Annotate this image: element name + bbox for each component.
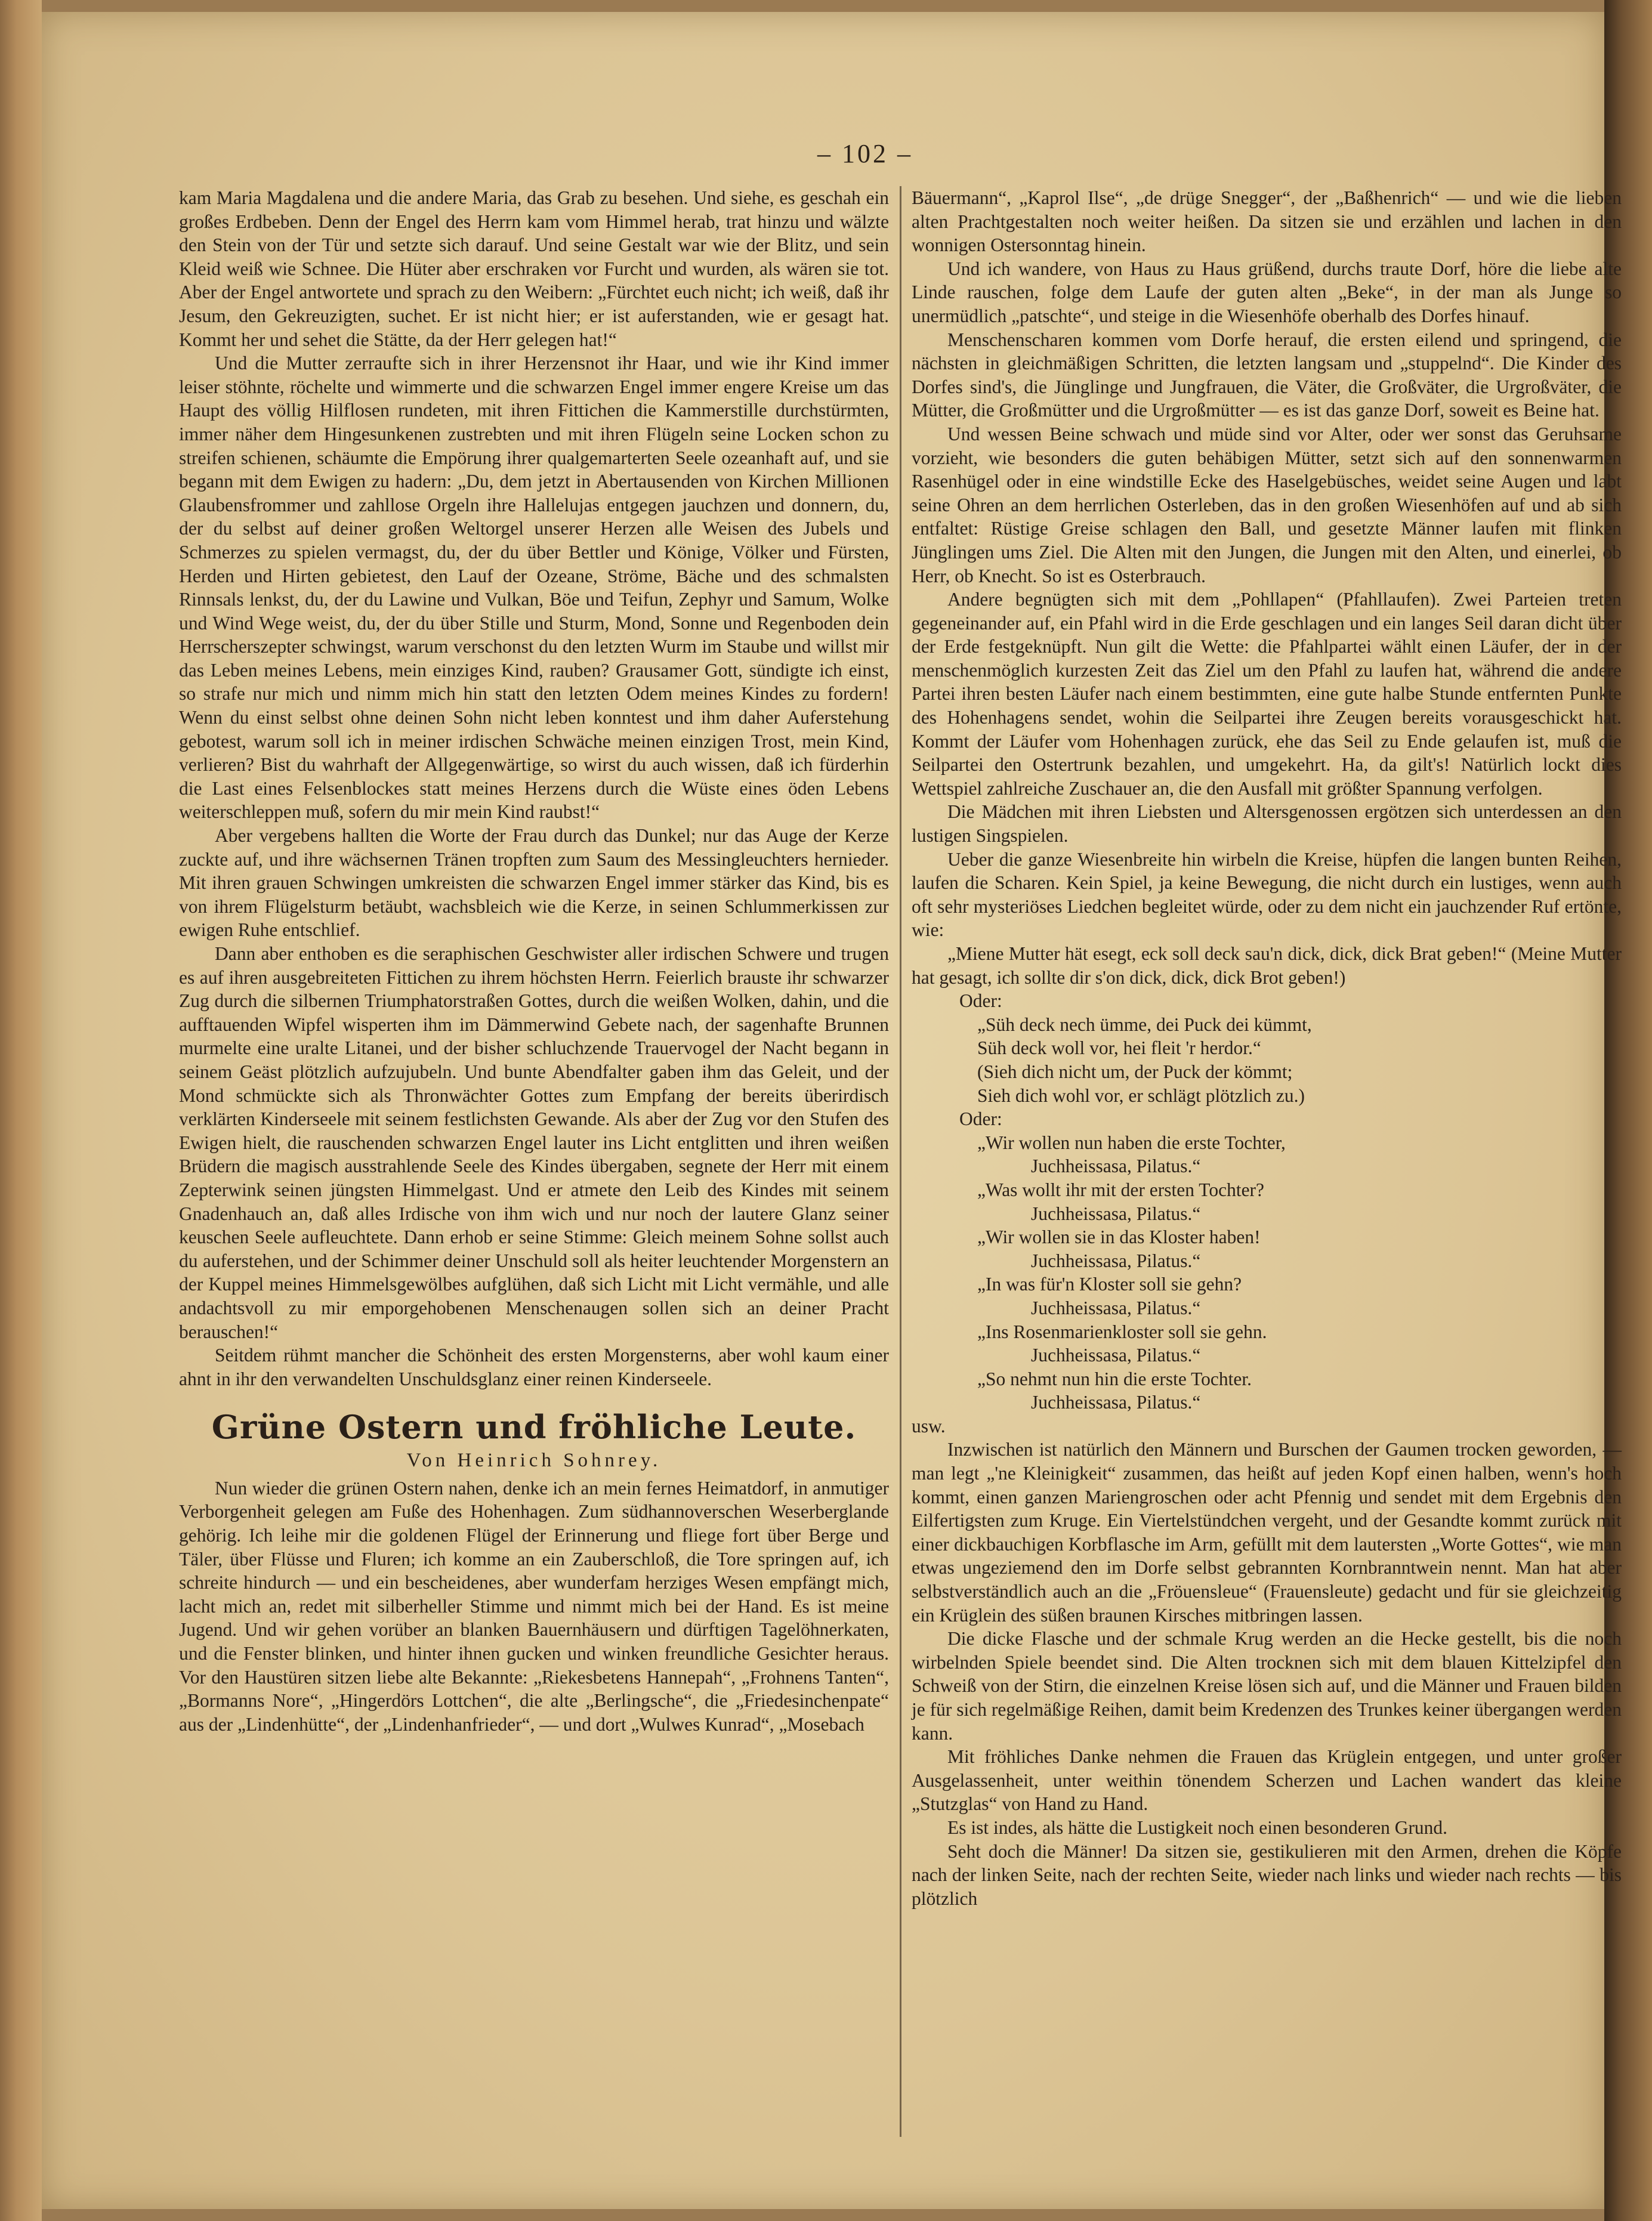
- paragraph: Aber vergebens hallten die Worte der Frau durch das Dunkel; nur das Auge der Kerze zuckte auf, und ihre wächsernen Tränen tropften zum Saum des Messingleuchters hernieder. Mit ihren grauen Schwingen umkreisten die schwarzen Engel immer stärker das Kind, bis es von ihrem Flügelsturm betäubt, wachsbleich wie die Kerze, in seinen Schlummerkissen zur ewigen Ruhe entschlief.: [179, 825, 889, 941]
- verse-label: Oder:: [959, 1108, 1002, 1130]
- left-column: [179, 186, 889, 1736]
- verse-refrain: Juchheissasa, Pilatus.“: [1031, 1345, 1201, 1366]
- verse-refrain: Juchheissasa, Pilatus.“: [1031, 1297, 1201, 1318]
- verse-line: „In was für'n Kloster soll sie gehn?: [977, 1274, 1242, 1295]
- paragraph: Menschenscharen kommen vom Dorfe herauf, die ersten eilend und springend, die nächsten in gleichmäßigen Schritten, die letzten langsam und „stuppelnd“. Die Kinder des Dorfes sind's, die Jünglinge und Jungfrauen, die Väter, die Großväter, die Urgroßväter, die Mütter, die Großmütter und die Urgroßmütter — es ist das ganze Dorf, soweit es Beine hat.: [912, 329, 1622, 421]
- paragraph: Andere begnügten sich mit dem „Pohllapen“ (Pfahllaufen). Zwei Parteien treten gegeneinander auf, ein Pfahl wird in die Erde geschlagen und ein langes Seil daran dicht über der Erde festgeknüpft. Nun gilt die Wette: die Pfahlpartei wählt einen Läufer, der in der menschenmöglich kurzesten Zeit das Ziel um den Pfahl zu laufen hat, während die andere Partei ihren besten Läufer nach einem bestimmten, eine gute halbe Stunde entfernten Punkte des Hohenhagens sendet, wohin die Seilpartei ihre Zeugen bereits vorausgeschickt hat. Kommt der Läufer vom Hohenhagen zurück, ehe das Seil zu Ende gelaufen ist, muß die Seilpartei den Ostertrunk bezahlen, und umgekehrt. Ha, da gilt's! Natürlich lockt dies Wettspiel zahlreiche Zuschauer an, die den Ausfall mit größter Spannung verfolgen.: [912, 589, 1622, 799]
- verse-block: [912, 1013, 1622, 1107]
- paragraph: Ueber die ganze Wiesenbreite hin wirbeln die Kreise, hüpfen die langen bunten Reihen, laufen die Scharen. Kein Spiel, ja keine Bewegung, die nicht durch ein lustiges, wenn auch oft sehr mysteriöses Liedchen begleitet würde, oder zu dem nicht ein jauchzender Ruf ertönte, wie:: [912, 848, 1622, 941]
- usw-text: usw.: [912, 1415, 946, 1437]
- paragraph: „Miene Mutter hät esegt, eck soll deck sau'n dick, dick, dick Brat geben!“ (Meine Mutter hat gesagt, ich sollte dir s'on dick, dick, dick Brot geben!): [912, 943, 1622, 988]
- paragraph: Seht doch die Männer! Da sitzen sie, gestikulieren mit den Armen, drehen die Köpfe nach der linken Seite, nach der rechten Seite, wieder nach links und wieder nach rechts — bis plötzlich: [912, 1840, 1622, 1909]
- verse-line: Süh deck woll vor, hei fleit 'r herdor.“: [977, 1037, 1261, 1059]
- paragraph: Dann aber enthoben es die seraphischen Geschwister aller irdischen Schwere und trugen es auf ihren ausgebreiteten Fittichen zu ihrem höchsten Herrn. Feierlich brauste ihr schwarzer Zug durch die silbernen Triumphatorstraßen Gottes, durch die weißen Wolken, dahin, und die aufftauenden Wipfel wisperten ihm im Dämmerwind Gebete nach, der sagenhafte Brunnen murmelte eine uralte Litanei, und der bisher schluchzende Trauervogel der Nacht begann in seinem Geäst plötzlich aufzujubeln. Und bunte Abendfalter gaben ihm das Geleit, und der Mond schmückte sich als Thronwächter Gottes zum Empfang der bereits überirdisch verklärten Kinderseele mit seinem festlichsten Gewande. Als aber der Zug vor den Stufen des Ewigen hielt, die rauschenden schwarzen Engel lauter ins Licht entglitten und ihren weißen Brüdern die magisch ausstrahlende Seele des Kindes übergaben, segnete der Herr mit einem Zepterwink seinen jüngsten Himmelgast. Und er atmete den Leib des Kindes mit seinem Gnadenhauch an, daß alles Irdische von ihm wich und nur noch der lautere Glanz seiner keuschen Seele aufleuchtete. Dann erhob er seine Stimme: Gleich meinem Sohne sollst auch du auferstehen, und der Schimmer deiner Unschuld soll als heiter leuchtender Morgenstern an der Kuppel meines Himmelsgewölbes aufglühen, daß sich Licht mit Licht vermähle, und alle andachtsvoll zu mir emporgehobenen Menschenaugen sollen sich an deiner Pracht berauschen!“: [179, 943, 889, 1342]
- verse-refrain: Juchheissasa, Pilatus.“: [1031, 1203, 1201, 1224]
- book-edge-left: [0, 0, 42, 2221]
- verse-line: „Ins Rosenmarienkloster soll sie gehn.: [977, 1321, 1267, 1342]
- verse-block: [912, 1131, 1622, 1414]
- paragraph: kam Maria Magdalena und die andere Maria, das Grab zu besehen. Und siehe, es geschah ein großes Erdbeben. Denn der Engel des Herrn kam vom Himmel herab, trat hinzu und wälzte den Stein von der Tür und setzte sich darauf. Und seine Gestalt war wie der Blitz, und sein Kleid weiß wie Schnee. Die Hüter aber erschraken vor Furcht und wurden, als wären sie tot. Aber der Engel antwortete und sprach zu den Weibern: „Fürchtet euch nicht; ich weiß, daß ihr Jesum, den Gekreuzigten, suchet. Er ist nicht hier; er ist auferstanden, wie er gesagt hat. Kommt her und sehet die Stätte, da der Herr gelegen hat!“: [179, 187, 889, 350]
- paragraph: Inzwischen ist natürlich den Männern und Burschen der Gaumen trocken geworden, — man legt „'ne Kleinigkeit“ zusammen, das heißt auf jeden Kopf einen halben, wenn's hoch kommt, einen ganzen Mariengroschen oder acht Pfennig und sendet mit dem Ergebnis den Eilfertigsten zum Kruge. Ein Viertelstündchen vergeht, und der Gesandte kommt zurück mit einer dickbauchigen Korbflasche im Arm, gefüllt mit dem lautersten „Worte Gottes“, wie man etwas ungeziemend den im Dorfe selbst gebrannten Kornbranntwein nennt. Man hat aber selbstverständlich auch an die „Fröuensleue“ (Frauensleute) gedacht und für sie gleichzeitig ein Krüglein des süßen braunen Kirsches mitbringen lassen.: [912, 1439, 1622, 1626]
- verse-line: „Wir wollen nun haben die erste Tochter,: [977, 1132, 1286, 1153]
- paragraph: Und die Mutter zerraufte sich in ihrer Herzensnot ihr Haar, und wie ihr Kind immer leiser stöhnte, röchelte und wimmerte und die schwarzen Engel immer engere Kreise um das Haupt des völlig Hilflosen rundeten, mit ihren Fittichen die Kammerstille durchstürmten, immer näher dem Hingesunkenen zustrebten und mit ihren Flügeln seine Locken schon zu streifen schienen, schäumte die Empörung ihrer qualgemarterten Seele ozeanhaft auf, und sie begann mit dem Ewigen zu hadern: „Du, dem jetzt in Abertausenden von Kirchen Millionen Glaubensfrommer und zahllose Orgeln ihre Hallelujas entgegen jauchzen und donnern, du, der du selbst auf deiner großen Weltorgel unserer Herzen alle Weisen des Jubels und Schmerzes zu spielen vermagst, du, der du über Bettler und Könige, Völker und Fürsten, Herden und Hirten gebietest, den Lauf der Ozeane, Ströme, Bäche und des schmalsten Rinnsals lenkst, du, der du Lawine und Vulkan, Böe und Teifun, Zephyr und Samum, Wolke und Wind Wege weist, du, der du über Stille und Sturm, Mond, Sonne und Regenboden dein Herrscherszepter schwingst, warum verschonst du den letzten Wurm im Staube und willst mir das Leben meines Lebens, mein einziges Kind, rauben? Grausamer Gott, sündigte ich einst, so strafe nur mich und nimm mich hin statt den letzten Odem meines Kindes zu fordern! Wenn du einst selbst ohne deinen Sohn nicht leben konntest und ihm daher Auferstehung gebotest, warum soll ich in meiner irdischen Schwäche meinen einzigen Trost, mein Kind, verlieren? Bist du wahrhaft der Allgegenwärtige, so wirst du auch wissen, daß ich fürderhin die Last eines Felsenblockes statt meines Herzens durch die Wüste eines öden Lebens weiterschleppen muß, sofern du mir mein Kind raubst!“: [179, 353, 889, 823]
- paragraph: Bäuermann“, „Kaprol Ilse“, „de drüge Snegger“, der „Baßhenrich“ — und wie die lieben alten Prachtgestalten noch weiter heißen. Da sitzen sie und erzählen und lachen in den wonnigen Ostersonntag hinein.: [912, 187, 1622, 256]
- article-byline: Von Heinrich Sohnrey.: [406, 1450, 662, 1472]
- verse-refrain: Juchheissasa, Pilatus.“: [1031, 1250, 1201, 1271]
- column-divider: [900, 186, 901, 2137]
- verse-line: „Wir wollen sie in das Kloster haben!: [977, 1227, 1261, 1248]
- paragraph: Die dicke Flasche und der schmale Krug werden an die Hecke gestellt, bis die noch wirbelnden Spiele beendet sind. Die Alten trocknen sich mit dem blauen Kittelzipfel den Schweiß von der Stirn, die einzelnen Kreise lösen sich auf, und die Männer und Frauen bilden je für sich regelmäßige Reihen, damit beim Kredenzen des Trunkes keiner übergangen werden kann.: [912, 1628, 1622, 1744]
- verse-line: „Süh deck nech ümme, dei Puck dei kümmt,: [977, 1014, 1312, 1035]
- paragraph: Nun wieder die grünen Ostern nahen, denke ich an mein fernes Heimatdorf, in anmutiger Verborgenheit gelegen am Fuße des Hohenhagen. Zum südhannoverschen Weserberglande gehörig. Ich leihe mir die goldenen Flügel der Erinnerung und fliege fort über Berge und Täler, über Flüsse und Fluren; ich komme an ein Zauberschloß, die Tore springen auf, ich schreite hindurch — und ein bescheidenes, aber wunderfam herziges Wesen empfängt mich, lacht mich an, redet mit silberheller Stimme und nimmt mich bei der Hand. Es ist meine Jugend. Und wir gehen vorüber an blanken Bauernhäusern und dürftigen Tagelöhnerkaten, und die Fenster blinken, und hinter ihnen gucken und winken freundliche Gesichter heraus. Vor den Haustüren sitzen liebe alte Bekannte: „Riekesbetens Hannepah“, „Frohnens Tanten“, „Bormanns Nore“, „Hingerdörs Lottchen“, die alte „Berlingsche“, die „Friedesinchenpate“ aus der „Lindenhütte“, der „Lindenhanfrieder“, — und dort „Wulwes Kunrad“, „Mosebach: [179, 1477, 889, 1735]
- paragraph: Und ich wandere, von Haus zu Haus grüßend, durchs traute Dorf, höre die liebe alte Linde rauschen, folge dem Laufe der guten alten „Beke“, in der man als Junge so unermüdlich „patschte“, und steige in die Wiesenhöfe oberhalb des Dorfes hinauf.: [912, 258, 1622, 326]
- verse-line: (Sieh dich nicht um, der Puck der kömmt;: [977, 1061, 1293, 1082]
- paragraph: Und wessen Beine schwach und müde sind vor Alter, oder wer sonst das Geruhsame vorzieht, wie besonders die guten behäbigen Mütter, setzt sich auf den sonnenwarmen Rasenhügel oder in eine windstille Ecke des Haselgebüsches, weidet seine Augen und labt seine Ohren an dem herrlichen Osterleben, das in den großen Wiesenhöfen auf und ab sich entfaltet: Rüstige Greise schlagen den Ball, und gesetzte Männer laufen mit flinken Jünglingen ums Ziel. Die Alten mit den Jungen, die Jungen mit den Alten, und einerlei, ob Herr, ob Knecht. So ist es Osterbrauch.: [912, 423, 1622, 586]
- article-title: Grüne Ostern und fröhliche Leute.: [211, 1408, 857, 1447]
- verse-line: „So nehmt nun hin die erste Tochter.: [977, 1368, 1252, 1389]
- page-number: – 102 –: [817, 139, 913, 168]
- paragraph: Die Mädchen mit ihren Liebsten und Altersgenossen ergötzen sich unterdessen an den lustigen Singspielen.: [912, 801, 1622, 847]
- paragraph: Seitdem rühmt mancher die Schönheit des ersten Morgensterns, aber wohl kaum einer ahnt in ihr den verwandelten Unschuldsglanz einer reinen Kinderseele.: [179, 1345, 889, 1389]
- verse-label: Oder:: [959, 990, 1002, 1012]
- paragraph: Mit fröhliches Danke nehmen die Frauen das Krüglein entgegen, und unter großer Ausgelassenheit, unter weithin tönendem Scherzen und Lachen wandert das kleine „Stutzglas“ von Hand zu Hand.: [912, 1746, 1622, 1815]
- right-column: [912, 186, 1622, 1910]
- verse-line: Sieh dich wohl vor, er schlägt plötzlich zu.): [977, 1085, 1305, 1106]
- verse-line: „Was wollt ihr mit der ersten Tochter?: [977, 1179, 1265, 1200]
- paragraph: Es ist indes, als hätte die Lustigkeit noch einen besonderen Grund.: [947, 1817, 1448, 1838]
- verse-refrain: Juchheissasa, Pilatus.“: [1031, 1156, 1201, 1177]
- verse-refrain: Juchheissasa, Pilatus.“: [1031, 1392, 1201, 1413]
